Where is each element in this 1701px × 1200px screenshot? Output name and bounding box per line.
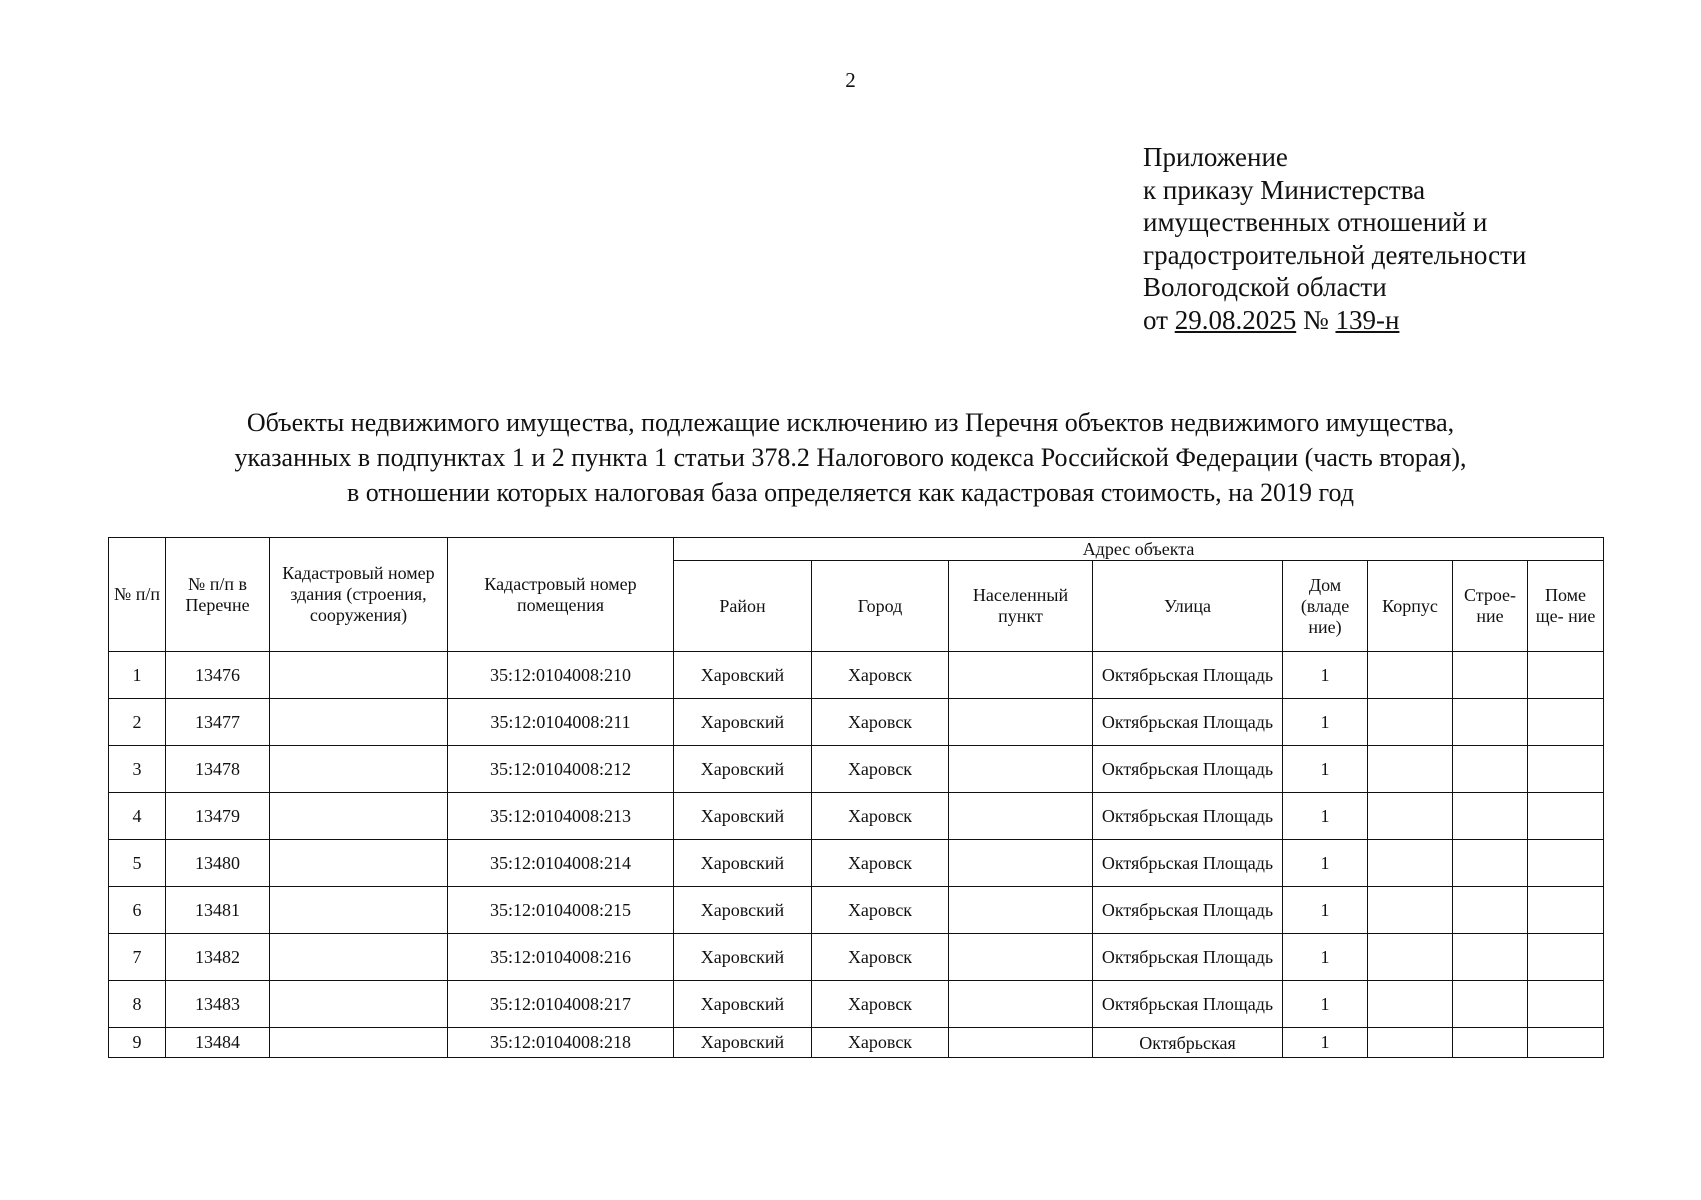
cell-building-cadastral xyxy=(270,652,448,699)
cell-block xyxy=(1368,887,1453,934)
cell-structure xyxy=(1453,793,1528,840)
cell-house: 1 xyxy=(1283,981,1368,1028)
header-street: Улица xyxy=(1093,561,1283,652)
cell-street: Октябрьская Площадь xyxy=(1093,746,1283,793)
appendix-order-line xyxy=(1143,304,1526,337)
cell-building-cadastral xyxy=(270,699,448,746)
header-num: № п/п xyxy=(109,538,166,652)
cell-num: 4 xyxy=(109,793,166,840)
cell-list-num: 13476 xyxy=(166,652,270,699)
appendix-line: Приложение xyxy=(1143,142,1288,172)
order-date: 29.08.2025 xyxy=(1174,304,1297,335)
cell-district: Харовский xyxy=(674,746,812,793)
cell-settlement xyxy=(949,793,1093,840)
cell-street: Октябрьская Площадь xyxy=(1093,887,1283,934)
cell-structure xyxy=(1453,887,1528,934)
cell-room xyxy=(1528,887,1604,934)
cell-district: Харовский xyxy=(674,699,812,746)
header-settlement: Населенный пункт xyxy=(949,561,1093,652)
cell-room xyxy=(1528,652,1604,699)
cell-settlement xyxy=(949,934,1093,981)
cell-list-num: 13482 xyxy=(166,934,270,981)
cell-num: 9 xyxy=(109,1028,166,1058)
cell-room-cadastral: 35:12:0104008:213 xyxy=(448,793,674,840)
table-row xyxy=(109,934,1604,981)
cell-city: Харовск xyxy=(812,887,949,934)
appendix-block xyxy=(1143,141,1526,337)
cell-room-cadastral: 35:12:0104008:211 xyxy=(448,699,674,746)
cell-district: Харовский xyxy=(674,652,812,699)
cell-house: 1 xyxy=(1283,699,1368,746)
cell-list-num: 13479 xyxy=(166,793,270,840)
cell-street: Октябрьская Площадь xyxy=(1093,793,1283,840)
cell-house: 1 xyxy=(1283,934,1368,981)
cell-house: 1 xyxy=(1283,840,1368,887)
appendix-line: градостроительной деятельности xyxy=(1143,239,1527,270)
header-room-cadastral: Кадастровый номер помещения xyxy=(448,538,674,652)
cell-structure xyxy=(1453,981,1528,1028)
cell-district: Харовский xyxy=(674,840,812,887)
cell-num: 6 xyxy=(109,887,166,934)
order-number: 139-н xyxy=(1335,304,1400,335)
cell-list-num: 13478 xyxy=(166,746,270,793)
cell-district: Харовский xyxy=(674,981,812,1028)
cell-city: Харовск xyxy=(812,652,949,699)
cell-district: Харовский xyxy=(674,887,812,934)
cell-room xyxy=(1528,746,1604,793)
cell-block xyxy=(1368,699,1453,746)
cell-structure xyxy=(1453,1028,1528,1058)
cell-num: 2 xyxy=(109,699,166,746)
cell-room-cadastral: 35:12:0104008:210 xyxy=(448,652,674,699)
table-row xyxy=(109,746,1604,793)
cell-city: Харовск xyxy=(812,793,949,840)
document-title xyxy=(0,405,1701,510)
cell-house: 1 xyxy=(1283,652,1368,699)
header-house: Дом (владе ние) xyxy=(1283,561,1368,652)
cell-street: Октябрьская Площадь xyxy=(1093,652,1283,699)
cell-settlement xyxy=(949,746,1093,793)
header-address: Адрес объекта xyxy=(674,538,1604,561)
table-row xyxy=(109,699,1604,746)
cell-structure xyxy=(1453,652,1528,699)
cell-room-cadastral: 35:12:0104008:217 xyxy=(448,981,674,1028)
title-line: в отношении которых налоговая база определяется как кадастровая стоимость, на 2019 год xyxy=(346,478,1355,507)
cell-district: Харовский xyxy=(674,793,812,840)
cell-num: 8 xyxy=(109,981,166,1028)
header-list-num: № п/п в Перечне xyxy=(166,538,270,652)
cell-street: Октябрьская xyxy=(1093,1028,1283,1058)
cell-district: Харовский xyxy=(674,934,812,981)
cell-settlement xyxy=(949,840,1093,887)
cell-num: 7 xyxy=(109,934,166,981)
cell-structure xyxy=(1453,746,1528,793)
cell-block xyxy=(1368,793,1453,840)
header-room: Поме ще- ние xyxy=(1528,561,1604,652)
header-block: Корпус xyxy=(1368,561,1453,652)
cell-num: 1 xyxy=(109,652,166,699)
cell-list-num: 13480 xyxy=(166,840,270,887)
cell-block xyxy=(1368,746,1453,793)
cell-list-num: 13483 xyxy=(166,981,270,1028)
cell-room xyxy=(1528,1028,1604,1058)
cell-room-cadastral: 35:12:0104008:214 xyxy=(448,840,674,887)
cell-building-cadastral xyxy=(270,887,448,934)
cell-room-cadastral: 35:12:0104008:218 xyxy=(448,1028,674,1058)
table-row xyxy=(109,981,1604,1028)
cell-street: Октябрьская Площадь xyxy=(1093,840,1283,887)
appendix-from: от xyxy=(1143,304,1175,335)
cell-building-cadastral xyxy=(270,793,448,840)
cell-settlement xyxy=(949,699,1093,746)
appendix-line: имущественных отношений и xyxy=(1143,207,1488,238)
cell-city: Харовск xyxy=(812,981,949,1028)
cell-house: 1 xyxy=(1283,746,1368,793)
cell-settlement xyxy=(949,652,1093,699)
cell-building-cadastral xyxy=(270,981,448,1028)
cell-room-cadastral: 35:12:0104008:215 xyxy=(448,887,674,934)
cell-room-cadastral: 35:12:0104008:216 xyxy=(448,934,674,981)
cell-street: Октябрьская Площадь xyxy=(1093,981,1283,1028)
page-number: 2 xyxy=(845,68,856,92)
cell-street: Октябрьская Площадь xyxy=(1093,699,1283,746)
appendix-line: к приказу Министерства xyxy=(1143,174,1426,205)
cell-city: Харовск xyxy=(812,746,949,793)
property-table xyxy=(108,537,1604,1058)
cell-room xyxy=(1528,840,1604,887)
cell-room xyxy=(1528,981,1604,1028)
cell-city: Харовск xyxy=(812,1028,949,1058)
title-line: указанных в подпунктах 1 и 2 пункта 1 статьи 378.2 Налогового кодекса Российской Федерации (часть вторая), xyxy=(234,443,1467,472)
cell-list-num: 13481 xyxy=(166,887,270,934)
cell-room-cadastral: 35:12:0104008:212 xyxy=(448,746,674,793)
cell-list-num: 13477 xyxy=(166,699,270,746)
cell-structure xyxy=(1453,934,1528,981)
cell-city: Харовск xyxy=(812,699,949,746)
cell-building-cadastral xyxy=(270,934,448,981)
cell-list-num: 13484 xyxy=(166,1028,270,1058)
appendix-number-sign: № xyxy=(1296,304,1336,335)
cell-room xyxy=(1528,793,1604,840)
header-building-cadastral: Кадастровый номер здания (строения, сооружения) xyxy=(270,538,448,652)
cell-house: 1 xyxy=(1283,793,1368,840)
cell-building-cadastral xyxy=(270,840,448,887)
cell-room xyxy=(1528,699,1604,746)
cell-block xyxy=(1368,981,1453,1028)
title-line: Объекты недвижимого имущества, подлежащие исключению из Перечня объектов недвижимого имущества, xyxy=(246,408,1455,437)
cell-street: Октябрьская Площадь xyxy=(1093,934,1283,981)
cell-house: 1 xyxy=(1283,887,1368,934)
header-structure: Строе- ние xyxy=(1453,561,1528,652)
cell-district: Харовский xyxy=(674,1028,812,1058)
cell-structure xyxy=(1453,840,1528,887)
header-district: Район xyxy=(674,561,812,652)
cell-settlement xyxy=(949,887,1093,934)
cell-city: Харовск xyxy=(812,934,949,981)
appendix-line: Вологодской области xyxy=(1143,272,1387,303)
cell-room xyxy=(1528,934,1604,981)
table-row xyxy=(109,887,1604,934)
table-row xyxy=(109,652,1604,699)
cell-building-cadastral xyxy=(270,1028,448,1058)
table-row xyxy=(109,840,1604,887)
cell-block xyxy=(1368,934,1453,981)
cell-house: 1 xyxy=(1283,1028,1368,1058)
table-row xyxy=(109,1028,1604,1058)
cell-building-cadastral xyxy=(270,746,448,793)
cell-block xyxy=(1368,840,1453,887)
cell-structure xyxy=(1453,699,1528,746)
table-row xyxy=(109,793,1604,840)
header-city: Город xyxy=(812,561,949,652)
cell-num: 5 xyxy=(109,840,166,887)
cell-settlement xyxy=(949,981,1093,1028)
cell-block xyxy=(1368,1028,1453,1058)
cell-num: 3 xyxy=(109,746,166,793)
cell-city: Харовск xyxy=(812,840,949,887)
cell-block xyxy=(1368,652,1453,699)
cell-settlement xyxy=(949,1028,1093,1058)
